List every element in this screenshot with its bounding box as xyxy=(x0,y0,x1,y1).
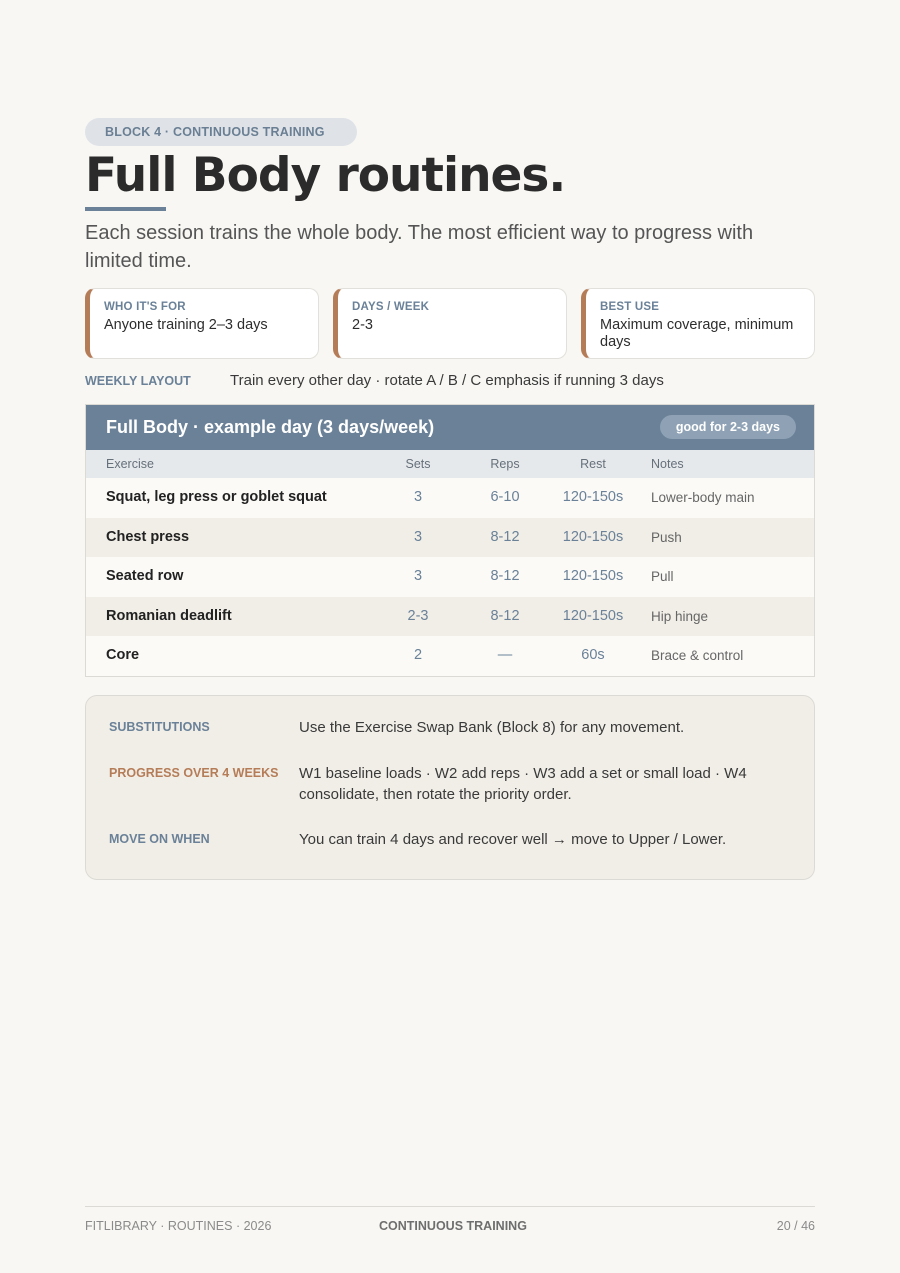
substitutions-label: SUBSTITUTIONS xyxy=(109,720,210,734)
weekly-layout-text: Train every other day · rotate A / B / C emphasis if running 3 days xyxy=(230,372,664,389)
progress-label: PROGRESS OVER 4 WEEKS xyxy=(109,766,279,780)
col-reps: Reps xyxy=(490,457,520,471)
card-label: DAYS / WEEK xyxy=(352,301,430,313)
cell-rest: 120-150s xyxy=(562,528,624,545)
info-cards xyxy=(85,288,815,359)
notes-panel xyxy=(85,695,815,880)
card-who-its-for xyxy=(85,288,319,359)
lead-paragraph: Each session trains the whole body. The most efficient way to progress with limited time. xyxy=(85,222,754,272)
cell-sets: 2 xyxy=(413,647,423,663)
cell-sets: 3 xyxy=(413,568,423,584)
move-on-label: MOVE ON WHEN xyxy=(109,832,210,846)
cell-rest: 120-150s xyxy=(562,607,624,624)
card-label: BEST USE xyxy=(600,301,660,313)
table-row xyxy=(86,478,814,518)
table-row xyxy=(86,557,814,597)
cell-sets: 3 xyxy=(413,489,423,505)
cell-notes: Hip hinge xyxy=(651,608,709,624)
example-day-table xyxy=(85,404,815,677)
column-headers xyxy=(86,450,814,478)
cell-sets: 3 xyxy=(413,528,423,545)
card-value: 2-3 xyxy=(352,317,373,333)
page-title: Full Body routines. xyxy=(85,148,566,203)
move-on-text: You can train 4 days and recover well → move to Upper / Lower. xyxy=(299,831,727,848)
cell-rest: 120-150s xyxy=(562,568,624,584)
cell-sets: 2-3 xyxy=(407,607,429,624)
cell-reps: 6-10 xyxy=(490,489,520,505)
col-notes: Notes xyxy=(651,457,684,471)
cell-notes: Pull xyxy=(651,569,674,584)
cell-exercise: Chest press xyxy=(106,528,190,545)
page-footer xyxy=(85,1206,815,1233)
footer-left: FITLIBRARY · ROUTINES · 2026 xyxy=(85,1219,272,1233)
col-sets: Sets xyxy=(405,457,431,471)
progress-text: W1 baseline loads · W2 add reps · W3 add a set or small load · W4 consolidate, then rotate the priority order. xyxy=(299,765,747,803)
col-rest: Rest xyxy=(580,457,606,471)
table-header xyxy=(86,405,814,450)
title-underline xyxy=(85,207,166,211)
table-row xyxy=(86,518,814,558)
cell-exercise: Seated row xyxy=(106,568,184,584)
weekly-layout xyxy=(85,372,815,392)
table-badge: good for 2-3 days xyxy=(660,415,796,439)
cell-rest: 120-150s xyxy=(562,489,624,505)
weekly-layout-label: WEEKLY LAYOUT xyxy=(85,374,191,388)
card-value: Anyone training 2–3 days xyxy=(104,317,268,333)
col-exercise: Exercise xyxy=(106,457,154,471)
cell-exercise: Core xyxy=(106,647,140,663)
table-row xyxy=(86,636,814,676)
footer-section: CONTINUOUS TRAINING xyxy=(379,1219,527,1233)
card-label: WHO IT'S FOR xyxy=(104,301,186,313)
card-best-use xyxy=(581,288,815,359)
cell-reps: 8-12 xyxy=(490,568,520,584)
cell-reps: 8-12 xyxy=(490,607,520,624)
block-label: BLOCK 4 · CONTINUOUS TRAINING xyxy=(85,118,357,146)
table-title: Full Body · example day (3 days/week) xyxy=(106,417,435,437)
cell-notes: Brace & control xyxy=(651,648,744,663)
cell-exercise: Romanian deadlift xyxy=(106,607,232,624)
cell-rest: 60s xyxy=(581,647,605,663)
cell-notes: Lower-body main xyxy=(651,490,755,505)
cell-exercise: Squat, leg press or goblet squat xyxy=(106,489,327,505)
cell-notes: Push xyxy=(651,529,682,545)
cell-reps: 8-12 xyxy=(490,528,520,545)
table-row xyxy=(86,597,814,637)
page-number: 20 / 46 xyxy=(776,1219,815,1233)
card-days-per-week xyxy=(333,288,567,359)
cell-reps: — xyxy=(497,647,513,663)
card-value: Maximum coverage, minimum days xyxy=(600,317,794,350)
substitutions-text: Use the Exercise Swap Bank (Block 8) for any movement. xyxy=(299,719,685,736)
